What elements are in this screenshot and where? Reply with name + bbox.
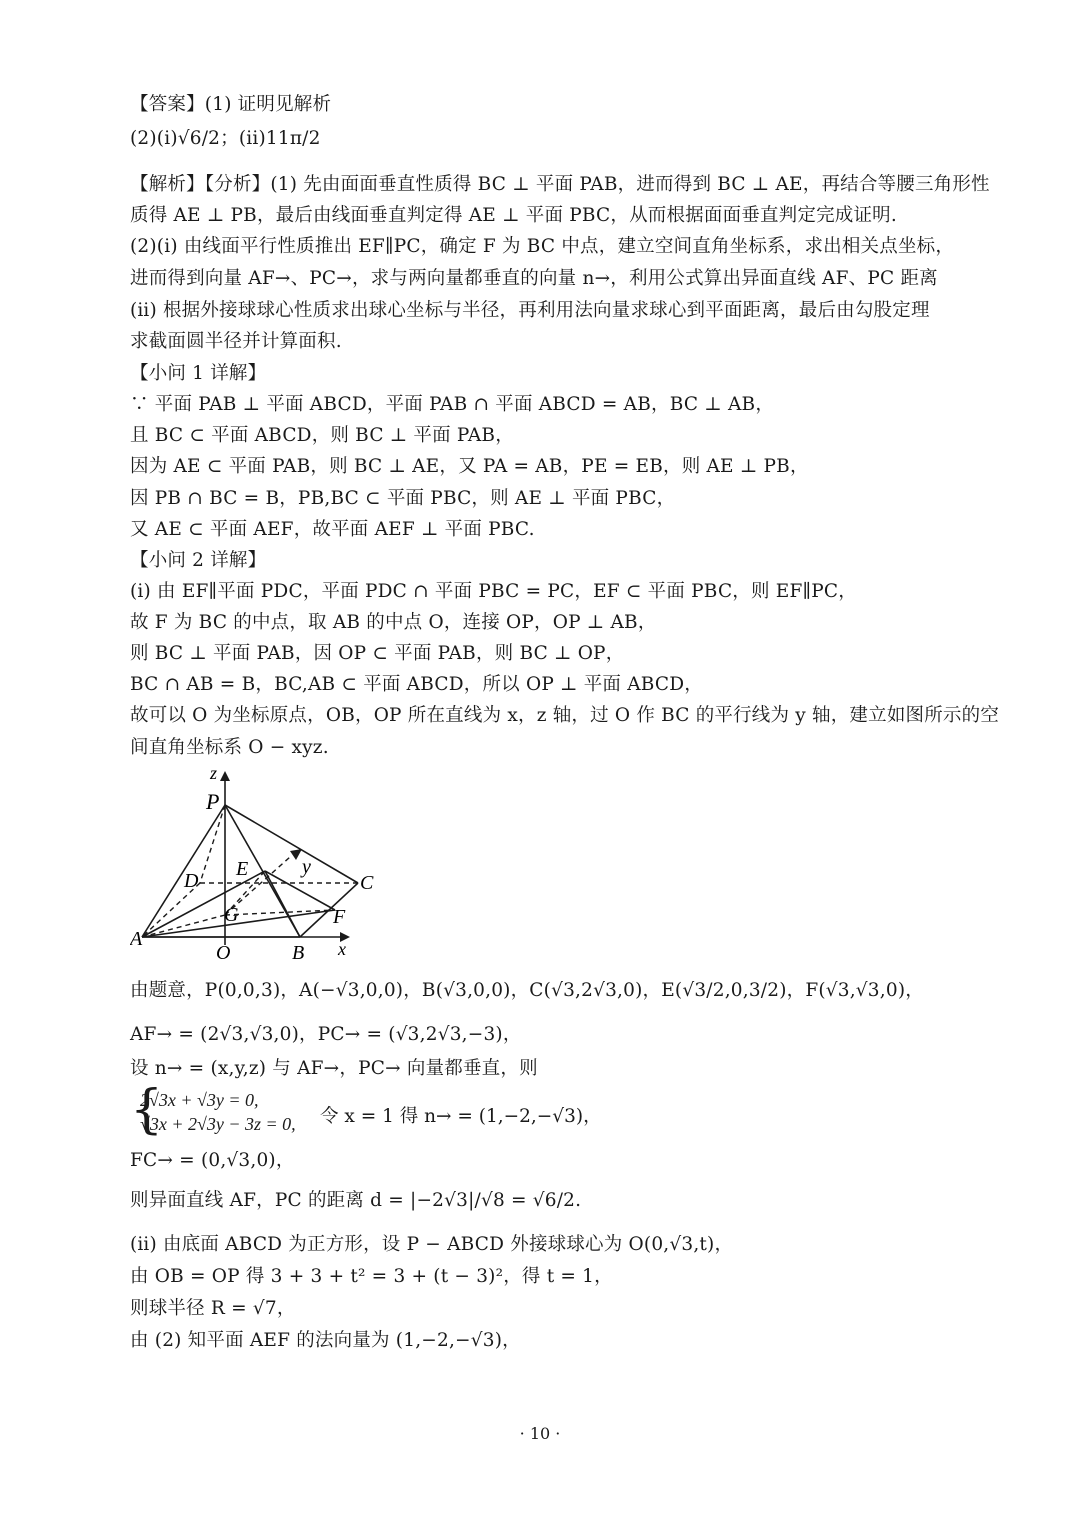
proof-line-4: 因 PB ∩ BC = B，PB,BC ⊂ 平面 PBC，则 AE ⊥ 平面 PBC，	[130, 488, 676, 509]
answer-part2: (2)(ⅰ)√6/2；(ⅰⅰ)11π/2	[130, 128, 321, 149]
label-B: B	[292, 942, 305, 964]
equation-system	[130, 1080, 296, 1140]
analysis-line-4: 进而得到向量 AF→、PC→，求与两向量都垂直的向量 n→，利用公式算出异面直线 AF、PC 距离	[130, 268, 938, 289]
analysis-line-3: (2)(ⅰ) 由线面平行性质推出 EF∥PC，确定 F 为 BC 中点，建立空间直角坐标系，求出相关点坐标，	[130, 236, 955, 257]
equation-2: √3x + 2√3y − 3z = 0,	[140, 1114, 296, 1134]
analysis-line-2: 质得 AE ⊥ PB，最后由线面垂直判定得 AE ⊥ 平面 PBC，从而根据面面垂直判定完成证明.	[130, 205, 897, 226]
page-number: · 10 ·	[519, 1424, 561, 1443]
answer-heading: 【答案】(1) 证明见解析	[130, 94, 332, 115]
fc-vector-line: FC→ = (0,√3,0)，	[130, 1150, 295, 1171]
solution-line-4: BC ∩ AB = B，BC,AB ⊂ 平面 ABCD，所以 OP ⊥ 平面 ABCD，	[130, 674, 703, 695]
solution-line-1: (ⅰ) 由 EF∥平面 PDC，平面 PDC ∩ 平面 PBC = PC，EF ⊂ 平面 PBC，则 EF∥PC，	[130, 581, 857, 602]
pyramid-figure	[130, 765, 390, 965]
sphere-center-line: (ⅱ) 由底面 ABCD 为正方形，设 P − ABCD 外接球球心为 O(0,√3,t)，	[130, 1234, 734, 1255]
solution-line-6: 间直角坐标系 O − xyz.	[130, 737, 329, 758]
proof-line-1: ∵ 平面 PAB ⊥ 平面 ABCD，平面 PAB ∩ 平面 ABCD = AB，BC ⊥ AB，	[130, 394, 775, 415]
solution-line-5: 故可以 O 为坐标原点，OB，OP 所在直线为 x，z 轴，过 O 作 BC 的平行线为 y 轴，建立如图所示的空	[130, 705, 1000, 726]
solution-line-3: 则 BC ⊥ 平面 PAB，因 OP ⊂ 平面 PAB，则 BC ⊥ OP，	[130, 643, 625, 664]
label-C: C	[360, 872, 374, 894]
label-F: F	[333, 906, 346, 928]
z-axis-arrow	[220, 771, 230, 781]
label-G: G	[224, 904, 239, 926]
label-O: O	[216, 942, 231, 964]
analysis-line-6: 求截面圆半径并计算面积.	[130, 331, 342, 352]
label-D: D	[184, 870, 199, 892]
system-brace: {	[130, 1080, 164, 1140]
normal-vector-setup: 设 n→ = (x,y,z) 与 AF→，PC→ 向量都垂直，则	[130, 1058, 538, 1079]
pyramid-diagram	[130, 765, 390, 965]
label-E: E	[236, 858, 249, 880]
plane-normal-line: 由 (2) 知平面 AEF 的法向量为 (1,−2,−√3)，	[130, 1330, 521, 1351]
label-x: x	[338, 939, 346, 959]
equation-t-line: 由 OB = OP 得 3 + 3 + t² = 3 + (t − 3)²，得 t = 1，	[130, 1266, 613, 1287]
y-axis-arrow	[290, 849, 302, 860]
subquestion-2-heading: 【小问 2 详解】	[130, 550, 267, 571]
equation-1: 2√3x + √3y = 0,	[140, 1090, 259, 1110]
analysis-line-1: 【解析】【分析】(1) 先由面面垂直性质得 BC ⊥ 平面 PAB，进而得到 BC ⊥ AE，再结合等腰三角形性	[130, 174, 990, 195]
label-y: y	[302, 856, 311, 878]
label-P: P	[206, 789, 220, 814]
proof-line-2: 且 BC ⊂ 平面 ABCD，则 BC ⊥ 平面 PAB，	[130, 425, 514, 446]
solution-line-2: 故 F 为 BC 的中点，取 AB 的中点 O，连接 OP，OP ⊥ AB，	[130, 612, 657, 633]
label-z: z	[210, 765, 218, 783]
subquestion-1-heading: 【小问 1 详解】	[130, 363, 267, 384]
vectors-line: AF→ = (2√3,√3,0)，PC→ = (√3,2√3,−3)，	[130, 1024, 522, 1045]
proof-line-3: 因为 AE ⊂ 平面 PAB，则 BC ⊥ AE，又 PA = AB，PE = EB，则 AE ⊥ PB，	[130, 456, 809, 477]
coordinates-line: 由题意，P(0,0,3)，A(−√3,0,0)，B(√3,0,0)，C(√3,2√3,0)，E(√3/2,0,3/2)，F(√3,√3,0)，	[130, 980, 924, 1001]
radius-line: 则球半径 R = √7，	[130, 1298, 296, 1319]
proof-line-5: 又 AE ⊂ 平面 AEF，故平面 AEF ⊥ 平面 PBC.	[130, 519, 535, 540]
distance-line: 则异面直线 AF，PC 的距离 d = |−2√3|/√8 = √6/2.	[130, 1190, 582, 1211]
normal-vector-result: 令 x = 1 得 n→ = (1,−2,−√3)，	[320, 1106, 602, 1127]
label-A: A	[130, 928, 143, 950]
analysis-line-5: (ⅱ) 根据外接球球心性质求出球心坐标与半径，再利用法向量求球心到平面距离，最后由勾股定理	[130, 300, 930, 321]
